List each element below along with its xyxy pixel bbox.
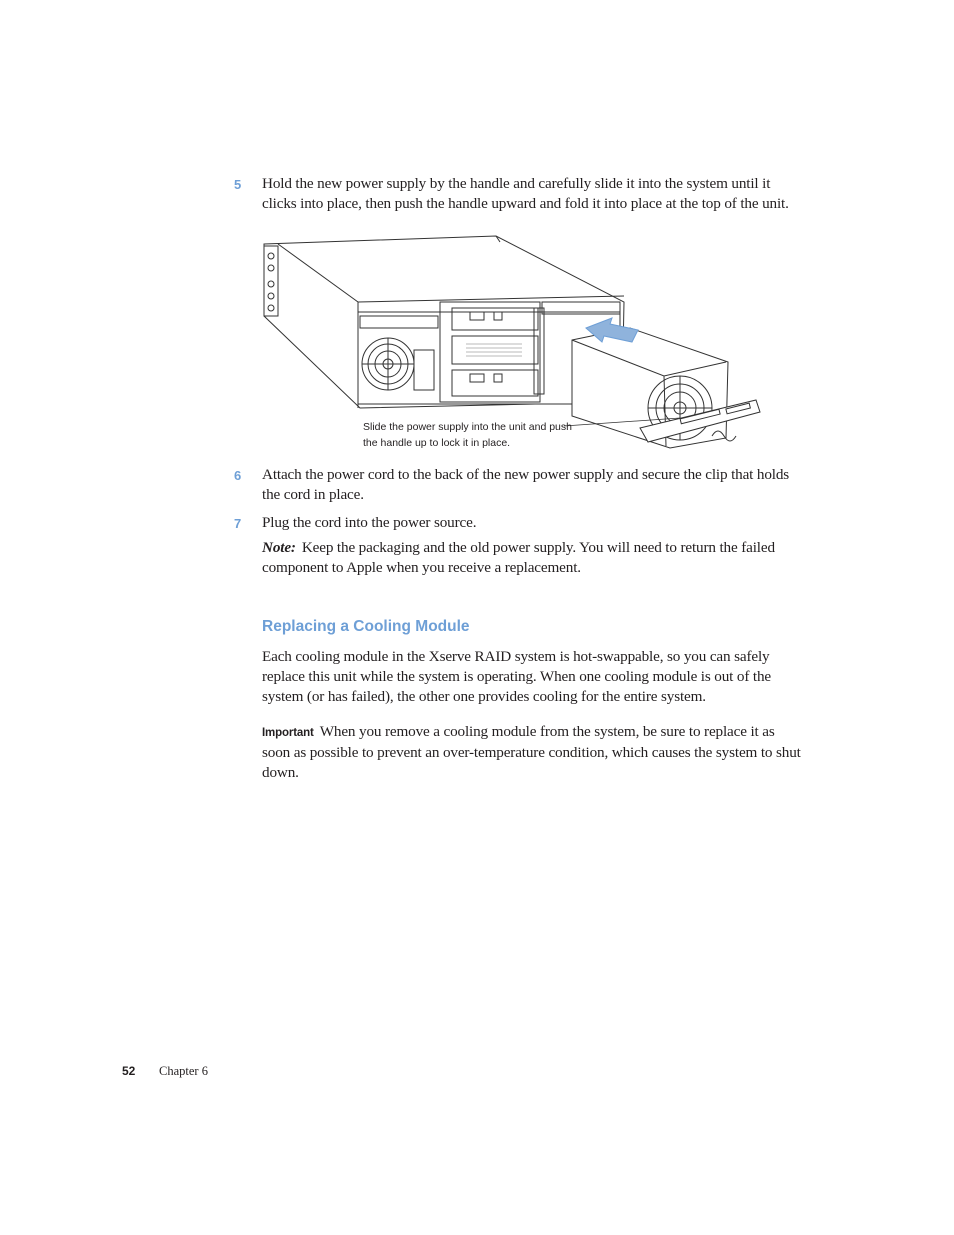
step-6 <box>234 465 804 505</box>
note <box>262 538 804 578</box>
note-label: Note: <box>262 539 296 556</box>
step-7 <box>234 513 804 533</box>
step-text: Plug the cord into the power source. <box>262 514 477 531</box>
step-number: 6 <box>234 468 242 483</box>
section-heading: Replacing a Cooling Module <box>262 618 470 635</box>
note-text: Keep the packaging and the old power supply. You will need to return the failed component to Apple when you receive a replacement. <box>262 539 775 576</box>
step-text: Hold the new power supply by the handle and carefully slide it into the system until it clicks into place, then push the handle upward and fold it into place at the top of the unit. <box>262 175 789 212</box>
step-number: 7 <box>234 516 242 531</box>
page-number: 52 <box>122 1064 136 1078</box>
important-text: When you remove a cooling module from the system, be sure to replace it as soon as possible to prevent an over-temperature condition, which causes the system to shut down. <box>262 723 801 781</box>
figure-caption: Slide the power supply into the unit and push the handle up to lock it in place. <box>363 421 572 449</box>
step-text: Attach the power cord to the back of the new power supply and secure the clip that holds the cord in place. <box>262 466 790 503</box>
step-5 <box>234 174 804 214</box>
section-paragraph: Each cooling module in the Xserve RAID system is hot-swappable, so you can safely replace this unit while the system is operating. When one cooling module is out of the system (or has failed), the other one provides cooling for the entire system. <box>262 648 771 705</box>
step-number: 5 <box>234 177 242 192</box>
important-notice <box>262 722 804 783</box>
important-label: Important <box>262 727 314 739</box>
chapter-label: Chapter 6 <box>159 1064 208 1078</box>
